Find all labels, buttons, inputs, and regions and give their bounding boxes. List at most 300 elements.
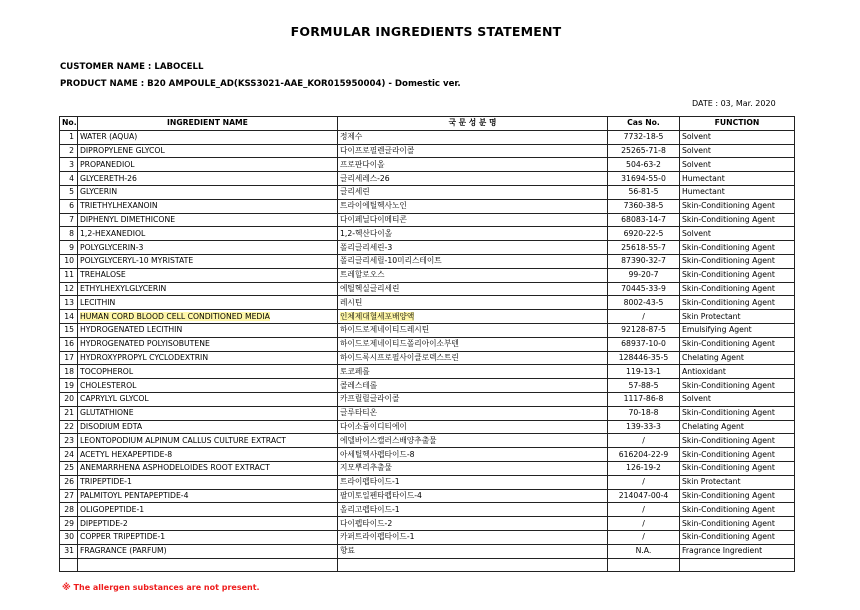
- cas-number: 6920-22-5: [623, 228, 664, 238]
- ingredient-name: DIPHENYL DIMETHICONE: [80, 214, 176, 224]
- korean-name-cell: [338, 406, 608, 420]
- korean-name: 하이드로제네이티드폴리아이소부텐: [340, 339, 459, 349]
- korean-name: 폴리글리세린-3: [340, 242, 393, 252]
- korean-name-cell: [338, 310, 608, 324]
- row-number-cell: [60, 489, 78, 503]
- table-row: [60, 503, 795, 517]
- function-cell: [680, 392, 795, 406]
- row-number: 31: [64, 546, 74, 556]
- ingredient-name-cell: [78, 213, 338, 227]
- allergen-note: [62, 583, 260, 593]
- cas-number: 70-18-8: [628, 408, 659, 418]
- row-number: 16: [64, 339, 74, 349]
- ingredient-name: DIPEPTIDE-2: [80, 518, 128, 528]
- function-cell: [680, 475, 795, 489]
- row-number-cell: [60, 379, 78, 393]
- row-number-cell: [60, 323, 78, 337]
- function: Antioxidant: [682, 366, 726, 376]
- cas-number-cell: [608, 199, 680, 213]
- row-number-cell: [60, 185, 78, 199]
- korean-name-cell: [338, 185, 608, 199]
- table-row: [60, 351, 795, 365]
- row-number: 6: [69, 201, 74, 211]
- cas-number: 87390-32-7: [621, 256, 666, 266]
- row-number: 10: [64, 256, 74, 266]
- ingredient-name-cell: [78, 434, 338, 448]
- table-row: [60, 420, 795, 434]
- header-korean-name: 국 문 성 분 명: [338, 117, 608, 131]
- table-row: [60, 282, 795, 296]
- ingredient-name-cell: [78, 489, 338, 503]
- cas-number-cell: [608, 461, 680, 475]
- row-number-cell: [60, 268, 78, 282]
- cas-number: 68083-14-7: [621, 214, 666, 224]
- korean-name-cell: [338, 337, 608, 351]
- cas-number-cell: [608, 241, 680, 255]
- ingredient-name: PALMITOYL PENTAPEPTIDE-4: [80, 490, 189, 500]
- table-row: [60, 241, 795, 255]
- korean-name-cell: [338, 130, 608, 144]
- table-row: [60, 448, 795, 462]
- cas-number-cell: [608, 392, 680, 406]
- row-number: 22: [64, 421, 74, 431]
- function-cell: [680, 517, 795, 531]
- ingredients-table: [59, 116, 795, 572]
- korean-name-cell: [338, 351, 608, 365]
- ingredient-name-cell: [78, 365, 338, 379]
- function-cell: [680, 268, 795, 282]
- row-number: 28: [64, 504, 74, 514]
- function: Skin-Conditioning Agent: [682, 256, 775, 266]
- korean-name: 글리세레스-26: [340, 173, 390, 183]
- cas-number-cell: [608, 227, 680, 241]
- cas-number: 8002-43-5: [623, 297, 664, 307]
- function-cell: [680, 158, 795, 172]
- table-row: [60, 434, 795, 448]
- cas-number-cell: [608, 420, 680, 434]
- cas-number: 99-20-7: [628, 270, 659, 280]
- korean-name: 에틸헥실글리세린: [340, 283, 400, 293]
- function-cell: [680, 254, 795, 268]
- row-number: 11: [64, 270, 74, 280]
- table-row: [60, 199, 795, 213]
- cas-number-cell: [608, 406, 680, 420]
- cas-number: 68937-10-0: [621, 339, 666, 349]
- function: Skin Protectant: [682, 311, 741, 321]
- korean-name-cell: [338, 544, 608, 558]
- empty-cell: [608, 558, 680, 571]
- ingredient-name-cell: [78, 475, 338, 489]
- table-row: [60, 365, 795, 379]
- function-cell: [680, 282, 795, 296]
- document-title: FORMULAR INGREDIENTS STATEMENT: [290, 24, 562, 39]
- cas-number-cell: [608, 158, 680, 172]
- ingredient-name: DIPROPYLENE GLYCOL: [80, 145, 165, 155]
- ingredient-name: ETHYLHEXYLGLYCERIN: [80, 283, 167, 293]
- korean-name: 다이페닐다이메티콘: [340, 214, 407, 224]
- table-row: [60, 406, 795, 420]
- cas-number-cell: [608, 185, 680, 199]
- ingredient-name-cell: [78, 227, 338, 241]
- ingredient-name-cell: [78, 517, 338, 531]
- row-number-cell: [60, 213, 78, 227]
- function-cell: [680, 241, 795, 255]
- cas-number-cell: [608, 379, 680, 393]
- korean-name-cell: [338, 530, 608, 544]
- korean-name: 콜레스테롤: [340, 380, 378, 390]
- function-cell: [680, 323, 795, 337]
- ingredient-name-cell: [78, 199, 338, 213]
- table-row: [60, 227, 795, 241]
- korean-name-cell: [338, 144, 608, 158]
- function: Skin-Conditioning Agent: [682, 242, 775, 252]
- ingredient-name: HUMAN CORD BLOOD CELL CONDITIONED MEDIA: [80, 311, 270, 321]
- ingredient-name-cell: [78, 172, 338, 186]
- function-cell: [680, 199, 795, 213]
- cas-number-cell: [608, 503, 680, 517]
- function-cell: [680, 296, 795, 310]
- korean-name: 다이펩타이드-2: [340, 518, 393, 528]
- function-cell: [680, 351, 795, 365]
- cas-number: 139-33-3: [626, 421, 661, 431]
- ingredients-table-body: [60, 130, 795, 571]
- function: Skin-Conditioning Agent: [682, 380, 775, 390]
- korean-name: 올리고펩타이드-1: [340, 504, 400, 514]
- cas-number-cell: [608, 365, 680, 379]
- korean-name: 1,2-헥산다이올: [340, 228, 393, 238]
- function: Solvent: [682, 132, 711, 142]
- cas-number: /: [642, 477, 645, 487]
- cas-number-cell: [608, 310, 680, 324]
- korean-name: 트라이에틸헥사노인: [340, 201, 407, 211]
- cas-number-cell: [608, 351, 680, 365]
- cas-number-cell: [608, 172, 680, 186]
- ingredient-name-cell: [78, 461, 338, 475]
- function-cell: [680, 489, 795, 503]
- cas-number-cell: [608, 544, 680, 558]
- ingredient-name: GLYCERIN: [80, 187, 118, 197]
- function-cell: [680, 213, 795, 227]
- ingredient-name: WATER (AQUA): [80, 132, 138, 142]
- ingredient-name-cell: [78, 379, 338, 393]
- ingredient-name-cell: [78, 406, 338, 420]
- korean-name: 레시틴: [340, 297, 363, 307]
- ingredient-name: FRAGRANCE (PARFUM): [80, 546, 167, 556]
- row-number-cell: [60, 351, 78, 365]
- ingredient-name: TRIPEPTIDE-1: [80, 477, 132, 487]
- row-number: 25: [64, 463, 74, 473]
- ingredient-name: DISODIUM EDTA: [80, 421, 143, 431]
- function-cell: [680, 461, 795, 475]
- cas-number-cell: [608, 530, 680, 544]
- row-number-cell: [60, 461, 78, 475]
- function-cell: [680, 379, 795, 393]
- function-cell: [680, 185, 795, 199]
- function-cell: [680, 172, 795, 186]
- cas-number-cell: [608, 213, 680, 227]
- row-number-cell: [60, 282, 78, 296]
- cas-number: 1117-86-8: [623, 394, 664, 404]
- cas-number: 25265-71-8: [621, 145, 666, 155]
- function-cell: [680, 130, 795, 144]
- ingredient-name: TRIETHYLHEXANOIN: [80, 201, 158, 211]
- korean-name: 토코페롤: [340, 366, 370, 376]
- function-cell: [680, 448, 795, 462]
- function-cell: [680, 337, 795, 351]
- korean-name-cell: [338, 420, 608, 434]
- table-row: [60, 530, 795, 544]
- korean-name-cell: [338, 282, 608, 296]
- function: Skin-Conditioning Agent: [682, 214, 775, 224]
- header-ingredient-name: INGREDIENT NAME: [78, 117, 338, 131]
- row-number: 19: [64, 380, 74, 390]
- ingredient-name-cell: [78, 158, 338, 172]
- row-number: 15: [64, 325, 74, 335]
- row-number-cell: [60, 517, 78, 531]
- function: Emulsifying Agent: [682, 325, 752, 335]
- korean-name-cell: [338, 172, 608, 186]
- function: Skin-Conditioning Agent: [682, 504, 775, 514]
- cas-number: /: [642, 518, 645, 528]
- ingredient-name-cell: [78, 254, 338, 268]
- function: Skin-Conditioning Agent: [682, 201, 775, 211]
- row-number: 5: [69, 187, 74, 197]
- row-number: 1: [69, 132, 74, 142]
- cas-number: 25618-55-7: [621, 242, 666, 252]
- ingredient-name: CHOLESTEROL: [80, 380, 137, 390]
- empty-cell: [78, 558, 338, 571]
- cas-number: 214047-00-4: [618, 490, 669, 500]
- table-row-empty: [60, 558, 795, 571]
- cas-number-cell: [608, 517, 680, 531]
- korean-name-cell: [338, 227, 608, 241]
- cas-number: 504-63-2: [626, 159, 661, 169]
- function: Skin-Conditioning Agent: [682, 408, 775, 418]
- function: Skin-Conditioning Agent: [682, 270, 775, 280]
- table-row: [60, 130, 795, 144]
- function-cell: [680, 420, 795, 434]
- row-number-cell: [60, 420, 78, 434]
- ingredient-name-cell: [78, 337, 338, 351]
- korean-name-cell: [338, 489, 608, 503]
- cas-number: 616204-22-9: [618, 449, 669, 459]
- ingredient-name: OLIGOPEPTIDE-1: [80, 504, 145, 514]
- row-number: 27: [64, 490, 74, 500]
- cas-number-cell: [608, 130, 680, 144]
- ingredient-name: CAPRYLYL GLYCOL: [80, 394, 149, 404]
- korean-name-cell: [338, 448, 608, 462]
- function-cell: [680, 227, 795, 241]
- korean-name-cell: [338, 296, 608, 310]
- ingredient-name-cell: [78, 448, 338, 462]
- korean-name: 하이드로제네이티드레시틴: [340, 325, 430, 335]
- korean-name: 다이소듐이디티에이: [340, 421, 407, 431]
- function: Solvent: [682, 228, 711, 238]
- row-number: 8: [69, 228, 74, 238]
- row-number-cell: [60, 406, 78, 420]
- function: Skin-Conditioning Agent: [682, 518, 775, 528]
- function: Humectant: [682, 173, 725, 183]
- table-row: [60, 517, 795, 531]
- ingredient-name-cell: [78, 420, 338, 434]
- cas-number: 126-19-2: [626, 463, 661, 473]
- function-cell: [680, 544, 795, 558]
- function: Skin-Conditioning Agent: [682, 283, 775, 293]
- document-date: DATE : 03, Mar. 2020: [692, 99, 776, 108]
- korean-name-cell: [338, 434, 608, 448]
- function: Solvent: [682, 394, 711, 404]
- table-row: [60, 544, 795, 558]
- cas-number: 7360-38-5: [623, 201, 664, 211]
- table-row: [60, 254, 795, 268]
- function: Humectant: [682, 187, 725, 197]
- korean-name: 정제수: [340, 132, 363, 142]
- korean-name-cell: [338, 475, 608, 489]
- cas-number-cell: [608, 282, 680, 296]
- ingredient-name-cell: [78, 268, 338, 282]
- cas-number-cell: [608, 144, 680, 158]
- row-number-cell: [60, 337, 78, 351]
- function-cell: [680, 503, 795, 517]
- table-row: [60, 461, 795, 475]
- function: Skin-Conditioning Agent: [682, 435, 775, 445]
- cas-number: N.A.: [635, 546, 652, 556]
- row-number-cell: [60, 172, 78, 186]
- cas-number-cell: [608, 296, 680, 310]
- korean-name-cell: [338, 517, 608, 531]
- row-number-cell: [60, 130, 78, 144]
- row-number-cell: [60, 434, 78, 448]
- korean-name: 인체제대혈세포배양액: [340, 311, 415, 321]
- function-cell: [680, 434, 795, 448]
- function-cell: [680, 406, 795, 420]
- korean-name-cell: [338, 254, 608, 268]
- table-row: [60, 158, 795, 172]
- cas-number: 92128-87-5: [621, 325, 666, 335]
- row-number: 4: [69, 173, 74, 183]
- row-number-cell: [60, 227, 78, 241]
- ingredient-name-cell: [78, 530, 338, 544]
- row-number-cell: [60, 475, 78, 489]
- row-number: 9: [69, 242, 74, 252]
- empty-cell: [338, 558, 608, 571]
- ingredient-name-cell: [78, 503, 338, 517]
- row-number-cell: [60, 199, 78, 213]
- ingredient-name-cell: [78, 351, 338, 365]
- korean-name: 폴리글리세릴-10미리스테이트: [340, 256, 442, 266]
- table-row: [60, 475, 795, 489]
- korean-name-cell: [338, 199, 608, 213]
- ingredient-name-cell: [78, 185, 338, 199]
- korean-name-cell: [338, 461, 608, 475]
- empty-cell: [60, 558, 78, 571]
- ingredient-name: HYDROGENATED POLYISOBUTENE: [80, 339, 210, 349]
- row-number: 2: [69, 145, 74, 155]
- table-row: [60, 310, 795, 324]
- cas-number: /: [642, 435, 645, 445]
- ingredient-name-cell: [78, 144, 338, 158]
- row-number-cell: [60, 144, 78, 158]
- table-row: [60, 172, 795, 186]
- function: Skin-Conditioning Agent: [682, 297, 775, 307]
- table-row: [60, 268, 795, 282]
- cas-number: /: [642, 532, 645, 542]
- korean-name: 프로판다이올: [340, 159, 385, 169]
- table-row: [60, 296, 795, 310]
- ingredient-name-cell: [78, 392, 338, 406]
- row-number: 29: [64, 518, 74, 528]
- table-row: [60, 144, 795, 158]
- korean-name: 다이프로필렌글라이콜: [340, 145, 415, 155]
- header-cas-no: Cas No.: [608, 117, 680, 131]
- cas-number: 31694-55-0: [621, 173, 666, 183]
- korean-name-cell: [338, 268, 608, 282]
- function: Skin-Conditioning Agent: [682, 532, 775, 542]
- cas-number-cell: [608, 337, 680, 351]
- row-number-cell: [60, 254, 78, 268]
- korean-name: 에델바이스캘러스배양추출물: [340, 435, 437, 445]
- row-number: 21: [64, 408, 74, 418]
- row-number: 14: [64, 311, 74, 321]
- row-number: 18: [64, 366, 74, 376]
- header-no: No.: [60, 117, 78, 131]
- table-row: [60, 213, 795, 227]
- korean-name-cell: [338, 379, 608, 393]
- row-number: 13: [64, 297, 74, 307]
- row-number: 7: [69, 214, 74, 224]
- function: Skin Protectant: [682, 477, 741, 487]
- function: Chelating Agent: [682, 421, 744, 431]
- table-header-row: [60, 117, 795, 131]
- cas-number-cell: [608, 475, 680, 489]
- cas-number-cell: [608, 254, 680, 268]
- ingredient-name-cell: [78, 296, 338, 310]
- korean-name-cell: [338, 158, 608, 172]
- korean-name: 트라이펩타이드-1: [340, 477, 400, 487]
- cas-number: /: [642, 311, 645, 321]
- table-row: [60, 185, 795, 199]
- row-number-cell: [60, 392, 78, 406]
- row-number: 20: [64, 394, 74, 404]
- row-number: 3: [69, 159, 74, 169]
- ingredient-name: HYDROXYPROPYL CYCLODEXTRIN: [80, 352, 209, 362]
- note-text: The allergen substances are not present.: [73, 583, 260, 592]
- ingredient-name: POLYGLYCERYL-10 MYRISTATE: [80, 256, 194, 266]
- function-cell: [680, 310, 795, 324]
- function-cell: [680, 530, 795, 544]
- ingredient-name-cell: [78, 323, 338, 337]
- row-number-cell: [60, 544, 78, 558]
- function: Skin-Conditioning Agent: [682, 339, 775, 349]
- table-row: [60, 337, 795, 351]
- ingredient-name: POLYGLYCERIN-3: [80, 242, 144, 252]
- korean-name: 카퍼트라이펩타이드-1: [340, 532, 415, 542]
- header-function: FUNCTION: [680, 117, 795, 131]
- ingredient-name: 1,2-HEXANEDIOL: [80, 228, 146, 238]
- korean-name-cell: [338, 503, 608, 517]
- row-number: 26: [64, 477, 74, 487]
- cas-number: 119-13-1: [626, 366, 661, 376]
- function: Skin-Conditioning Agent: [682, 449, 775, 459]
- function: Chelating Agent: [682, 352, 744, 362]
- row-number-cell: [60, 310, 78, 324]
- cas-number: /: [642, 504, 645, 514]
- function-cell: [680, 144, 795, 158]
- ingredient-name: GLYCERETH-26: [80, 173, 137, 183]
- product-name: PRODUCT NAME : B20 AMPOULE_AD(KSS3021-AAE_KOR015950004) - Domestic ver.: [60, 79, 461, 89]
- ingredient-name: GLUTATHIONE: [80, 408, 134, 418]
- table-row: [60, 489, 795, 503]
